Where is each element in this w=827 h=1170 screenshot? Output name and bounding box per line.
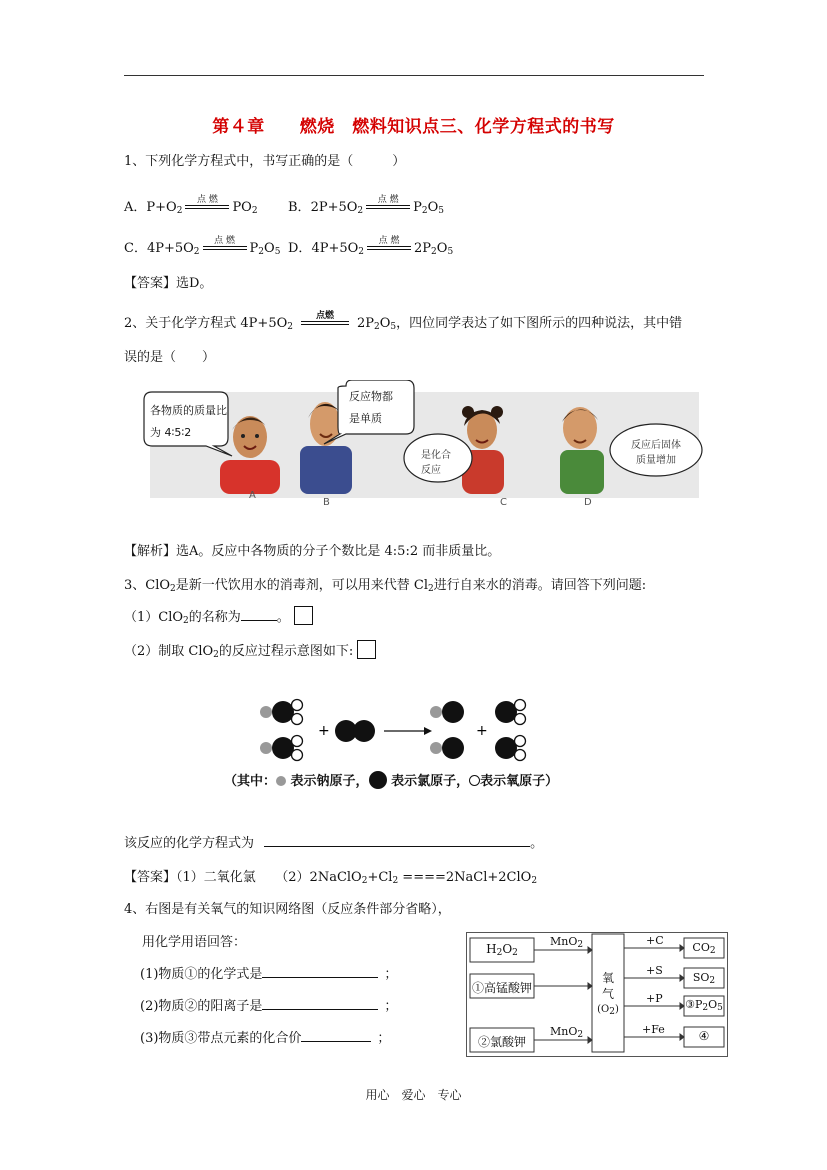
page-footer: 用心 爱心 专心 [365, 1088, 462, 1102]
q3-answer: 【答案】（1）二氧化氯 $(2)2NaClO_2+Cl_2$ ====2NaCl+2ClO$_2$ [124, 870, 538, 886]
checkbox[interactable] [294, 606, 313, 625]
oxygen-atom-icon [469, 775, 480, 786]
plus-c-label: +C [646, 934, 664, 947]
h2o2-box: $H_2O_2$ [486, 942, 518, 958]
header-rule [124, 75, 704, 76]
arrow-head-icon [424, 727, 432, 735]
q1-answer: 【答案】选D。 [124, 276, 213, 291]
reaction-condition: 点燃 [301, 315, 349, 329]
plus-p-label: +P [646, 992, 663, 1005]
naclo2-molecule [260, 700, 303, 725]
page-title: 第４章 燃烧 燃料知识点三、化学方程式的书写 [212, 117, 615, 137]
reaction-condition: 点 燃 [185, 199, 229, 213]
equation-blank [264, 846, 530, 847]
bubble-d-text: 反应后固体 质量增加 [631, 440, 681, 466]
oxygen-box: 氧 气 (O2) [597, 971, 619, 1017]
kclo3-box: ②氯酸钾 [477, 1035, 526, 1049]
q2-analysis: 【解析】选A。反应中各物质的分子个数比是 4:5:2 而非质量比。 [124, 544, 501, 559]
answer-blank [262, 1009, 378, 1010]
chlorine-atom-icon [369, 771, 387, 789]
answer-blank [241, 620, 277, 621]
nacl-molecule [430, 701, 464, 723]
co2-box: $CO_2$ [692, 941, 716, 956]
label-a: A [249, 490, 256, 501]
q4-prompt: 用化学用语回答： [142, 935, 247, 950]
nacl-molecule [430, 737, 464, 759]
plus-fe-label: +Fe [642, 1023, 665, 1036]
q3-stem: 3、ClO$_2$是新一代饮用水的消毒剂，可以用来代替 $Cl_2$进行自来水的消毒。请回答下列问题: [124, 578, 647, 594]
q2-stem-line2: 误的是（ ） [124, 350, 216, 365]
p2o5-box: $③P_2O_5$ [685, 998, 723, 1013]
mno2-catalyst-label: MnO$_2$ [550, 1025, 584, 1040]
q3-part2: （2）制取 ClO$_2$的反应过程示意图如下: [124, 640, 376, 660]
sodium-atom-icon [276, 776, 286, 786]
q3-equation-prompt: 该反应的化学方程式为 。 [124, 836, 544, 851]
label-d: D [584, 497, 592, 508]
q4-item2: (2)物质②的阳离子是 ； [140, 999, 398, 1014]
q1-option-b: B．$2P+5O_2$ 点 燃 $P_2O_5$ [288, 195, 445, 216]
svg-text:+: + [318, 723, 330, 739]
label-b: B [323, 497, 330, 508]
bubble-a-text: 各物质的质量比 为 4∶5∶2 [150, 404, 227, 439]
clo2-molecule [495, 700, 526, 725]
answer-blank [262, 977, 378, 978]
clo2-molecule [495, 736, 526, 761]
q4-stem: 4、右图是有关氧气的知识网络图（反应条件部分省略）， [124, 902, 451, 917]
q2-stem: 2、关于化学方程式 $4P+5O_2$ 点燃 $2P_2O_5$，四位同学表达了如下图所示的四种说法，其中错 [124, 311, 683, 332]
bubble-c-text: 是化合 反应 [421, 450, 451, 476]
plus-s-label: +S [646, 964, 663, 977]
answer-blank [301, 1041, 371, 1042]
kmno4-box: ①高锰酸钾 [471, 981, 532, 995]
product4-box: ④ [698, 1029, 710, 1043]
q3-legend: （其中： 表示钠原子， 表示氯原子， 表示氧原子） [224, 770, 558, 789]
so2-box: $SO_2$ [692, 971, 716, 986]
reaction-condition: 点 燃 [203, 240, 247, 254]
bubble-b-text: 反应物都 是单质 [349, 390, 393, 425]
q1-option-d: D．$4P+5O_2$ 点 燃 $2P_2O_5$ [288, 236, 454, 257]
naclo2-molecule [260, 736, 303, 761]
reaction-condition: 点 燃 [366, 199, 410, 213]
label-c: C [500, 497, 507, 508]
q1-option-c: C．$4P+5O_2$ 点 燃 $P_2O_5$ [124, 236, 281, 257]
svg-text:+: + [476, 723, 488, 739]
cl2-molecule [335, 720, 375, 742]
q1-stem: 1、下列化学方程式中，书写正确的是（ ） [124, 154, 406, 169]
q1-option-a: A．$P+O_2$ 点 燃 $PO_2$ [124, 195, 258, 216]
q3-part1: （1）ClO$_2$的名称为 。 [124, 606, 313, 626]
checkbox[interactable] [357, 640, 376, 659]
q4-item3: (3)物质③带点元素的化合价 ； [140, 1031, 391, 1046]
oxygen-network-diagram [466, 932, 728, 1057]
q4-item1: (1)物质①的化学式是 ； [140, 967, 398, 982]
mno2-catalyst-label: MnO$_2$ [550, 935, 584, 950]
reaction-condition: 点 燃 [367, 240, 411, 254]
